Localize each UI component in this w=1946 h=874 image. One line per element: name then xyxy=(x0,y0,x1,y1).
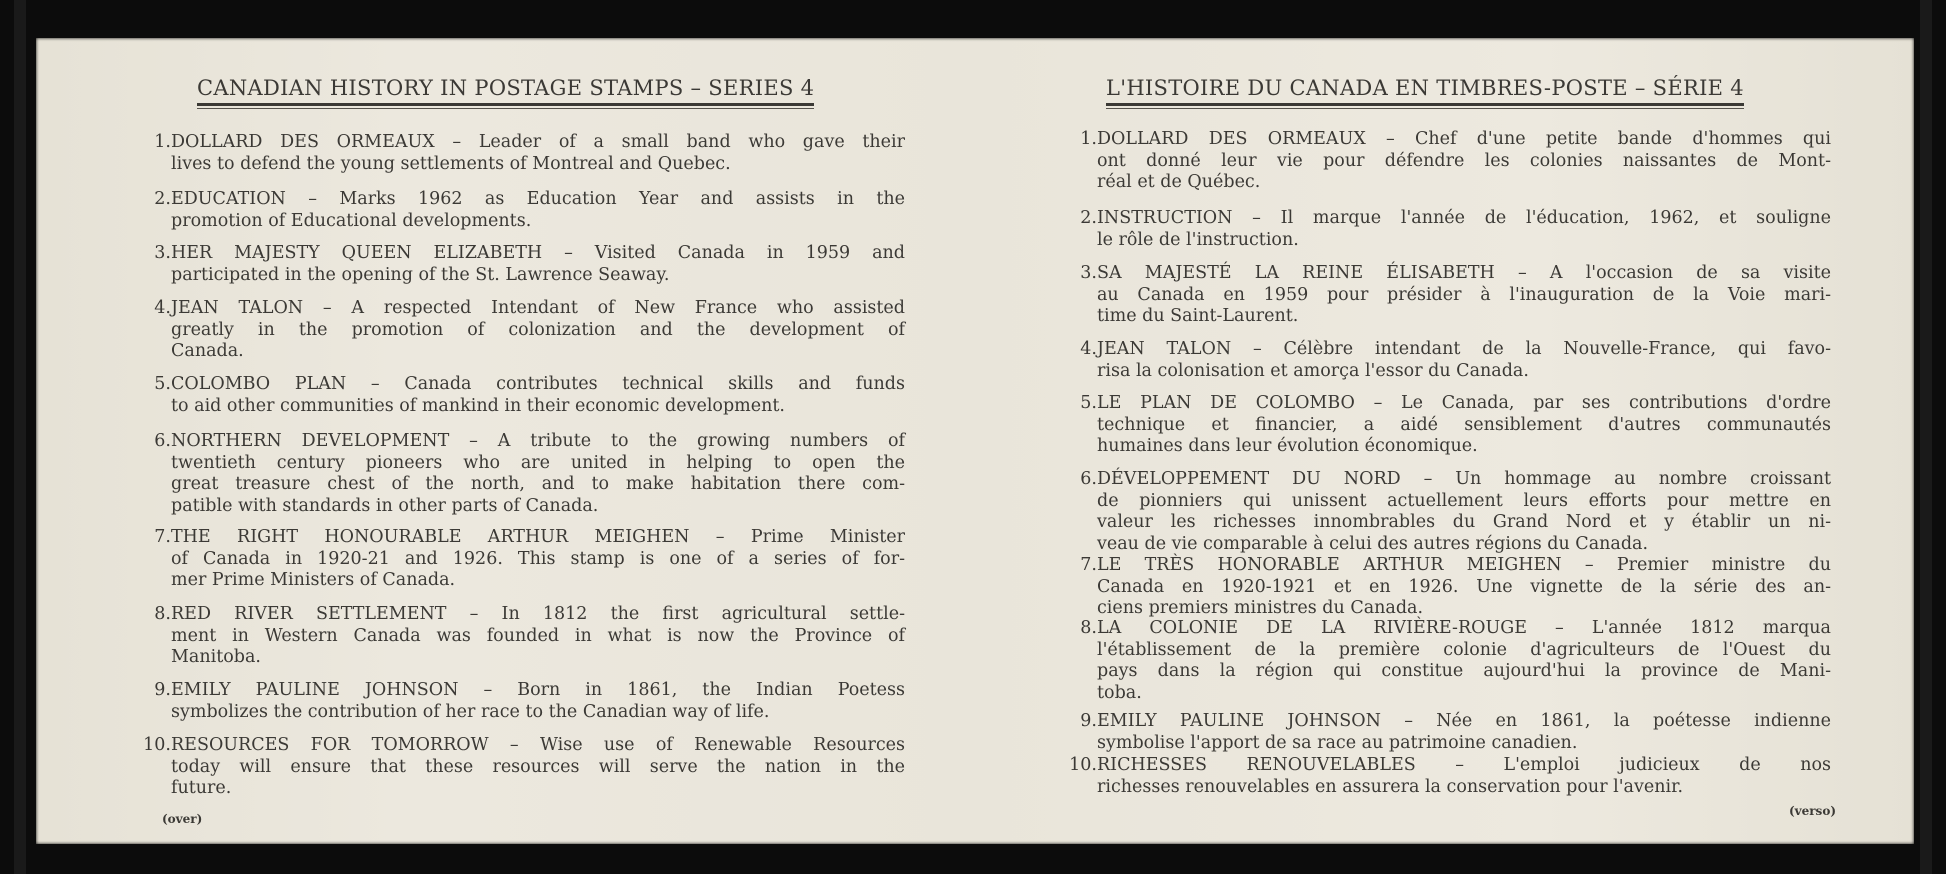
item-text-line: JEAN TALON – A respected Intendant of New France who assisted xyxy=(171,298,905,318)
item-text-line: great treasure chest of the north, and to make habitation there com- xyxy=(171,474,905,494)
item-text-line: Manitoba. xyxy=(171,647,261,667)
item-text xyxy=(1097,469,1831,555)
english-title: CANADIAN HISTORY IN POSTAGE STAMPS – SERIES 4 xyxy=(197,76,814,106)
item-text xyxy=(1097,755,1831,798)
item-number: 6. xyxy=(154,431,171,451)
item-text-line: twentieth century pioneers who are united in helping to open the xyxy=(171,452,905,473)
item-number: 7. xyxy=(154,527,171,547)
item-number: 5. xyxy=(154,374,171,394)
item-number: 3. xyxy=(1080,263,1097,283)
item-text-line: patible with standards in other parts of Canada. xyxy=(171,495,599,516)
item-number: 8. xyxy=(1080,618,1097,638)
item-text-line: Canada. xyxy=(171,341,244,361)
item-text-line: DOLLARD DES ORMEAUX – Chef d'une petite bande d'hommes qui xyxy=(1097,129,1831,149)
item-text-line: technique et financier, a aidé sensiblement d'autres communautés xyxy=(1097,414,1831,435)
item-text-line: NORTHERN DEVELOPMENT – A tribute to the growing numbers of xyxy=(171,431,905,451)
item-text xyxy=(171,243,905,286)
item-text-line: toba. xyxy=(1097,682,1142,703)
item-text-line: l'établissement de la première colonie d'agriculteurs de l'Ouest du xyxy=(1097,639,1831,660)
item-text-line: LE PLAN DE COLOMBO – Le Canada, par ses contributions d'ordre xyxy=(1097,393,1831,413)
item-text-line: greatly in the promotion of colonization and the development of xyxy=(171,319,905,340)
item-text-line: future. xyxy=(171,778,232,798)
item-text-line: DÉVELOPPEMENT DU NORD – Un hommage au nombre croissant xyxy=(1097,469,1831,489)
item-text-line: SA MAJESTÉ LA REINE ÉLISABETH – A l'occasion de sa visite xyxy=(1097,263,1831,283)
item-text-line: THE RIGHT HONOURABLE ARTHUR MEIGHEN – Prime Minister xyxy=(171,527,905,547)
item-text-line: ciens premiers ministres du Canada. xyxy=(1097,598,1424,618)
item-text xyxy=(1097,555,1831,620)
item-number: 10. xyxy=(1069,755,1097,775)
item-text-line: EMILY PAULINE JOHNSON – Born in 1861, the Indian Poetess xyxy=(171,680,905,700)
item-text xyxy=(1097,618,1831,704)
item-number: 7. xyxy=(1080,555,1097,575)
item-number: 10. xyxy=(143,735,171,755)
item-text-line: au Canada en 1959 pour présider à l'inauguration de la Voie mari- xyxy=(1097,284,1831,305)
item-text-line: ment in Western Canada was founded in what is now the Province of xyxy=(171,625,905,646)
french-title: L'HISTOIRE DU CANADA EN TIMBRES-POSTE – SÉRIE 4 xyxy=(1106,76,1744,106)
item-text-line: of Canada in 1920-21 and 1926. This stamp is one of a series of for- xyxy=(171,548,905,569)
item-text-line: risa la colonisation et amorça l'essor du Canada. xyxy=(1097,360,1529,381)
item-text xyxy=(171,189,905,232)
item-text xyxy=(171,374,905,417)
scan-edge-right xyxy=(1920,0,1932,874)
item-text xyxy=(1097,339,1831,382)
item-number: 3. xyxy=(154,243,171,263)
item-text-line: Canada en 1920-1921 et en 1926. Une vignette de la série des an- xyxy=(1097,576,1831,597)
item-text-line: veau de vie comparable à celui des autres régions du Canada. xyxy=(1097,533,1649,554)
item-text-line: ont donné leur vie pour défendre les colonies naissantes de Mont- xyxy=(1097,150,1831,171)
item-number: 8. xyxy=(154,604,171,624)
item-text-line: RICHESSES RENOUVELABLES – L'emploi judicieux de nos xyxy=(1097,755,1831,775)
item-text-line: le rôle de l'instruction. xyxy=(1097,229,1299,250)
item-text xyxy=(171,735,905,800)
item-text-line: LA COLONIE DE LA RIVIÈRE-ROUGE – L'année 1812 marqua xyxy=(1097,618,1831,638)
scan-edge-left xyxy=(14,0,26,874)
item-text xyxy=(1097,263,1831,328)
item-text-line: richesses renouvelables en assurera la conservation pour l'avenir. xyxy=(1097,776,1684,797)
item-text-line: COLOMBO PLAN – Canada contributes technical skills and funds xyxy=(171,374,905,394)
item-text-line: LE TRÈS HONORABLE ARTHUR MEIGHEN – Premier ministre du xyxy=(1097,555,1831,575)
item-number: 5. xyxy=(1080,393,1097,413)
item-text xyxy=(171,680,905,723)
item-text-line: to aid other communities of mankind in their economic development. xyxy=(171,395,785,416)
item-text xyxy=(1097,208,1831,251)
item-text-line: réal et de Québec. xyxy=(1097,172,1261,192)
item-text-line: symbolise l'apport de sa race au patrimoine canadien. xyxy=(1097,732,1578,753)
item-text xyxy=(1097,393,1831,458)
item-text-line: EMILY PAULINE JOHNSON – Née en 1861, la poétesse indienne xyxy=(1097,711,1831,731)
item-text xyxy=(171,298,905,363)
item-text xyxy=(171,527,905,592)
item-number: 9. xyxy=(1080,711,1097,731)
item-text-line: today will ensure that these resources will serve the nation in the xyxy=(171,756,905,777)
item-text-line: JEAN TALON – Célèbre intendant de la Nouvelle-France, qui favo- xyxy=(1097,339,1831,359)
stamp-info-card xyxy=(36,38,1914,844)
item-text-line: EDUCATION – Marks 1962 as Education Year and assists in the xyxy=(171,189,905,209)
item-text-line: RED RIVER SETTLEMENT – In 1812 the first agricultural settle- xyxy=(171,604,905,624)
item-number: 4. xyxy=(1080,339,1097,359)
item-text-line: de pionniers qui unissent actuellement leurs efforts pour mettre en xyxy=(1097,490,1831,511)
item-text-line: promotion of Educational developments. xyxy=(171,210,532,231)
item-text-line: lives to defend the young settlements of Montreal and Quebec. xyxy=(171,153,731,174)
item-text-line: INSTRUCTION – Il marque l'année de l'éducation, 1962, et souligne xyxy=(1097,208,1831,228)
item-text-line: valeur les richesses innombrables du Grand Nord et y établir un ni- xyxy=(1097,512,1831,532)
over-note: (over) xyxy=(162,812,203,826)
item-text xyxy=(171,431,905,517)
item-number: 1. xyxy=(154,132,171,152)
item-text xyxy=(1097,129,1831,194)
item-text-line: DOLLARD DES ORMEAUX – Leader of a small band who gave their xyxy=(171,132,905,152)
item-text-line: humaines dans leur évolution économique. xyxy=(1097,436,1478,456)
item-number: 2. xyxy=(154,189,171,209)
item-text xyxy=(1097,711,1831,754)
item-number: 4. xyxy=(154,298,171,318)
item-number: 9. xyxy=(154,680,171,700)
item-text-line: RESOURCES FOR TOMORROW – Wise use of Renewable Resources xyxy=(171,735,905,755)
verso-note: (verso) xyxy=(1788,804,1836,818)
item-text-line: pays dans la région qui constitue aujourd'hui la province de Mani- xyxy=(1097,661,1831,681)
item-text-line: symbolizes the contribution of her race to the Canadian way of life. xyxy=(171,701,770,722)
item-text-line: participated in the opening of the St. Lawrence Seaway. xyxy=(171,264,670,285)
item-text-line: time du Saint-Laurent. xyxy=(1097,306,1299,326)
item-text-line: HER MAJESTY QUEEN ELIZABETH – Visited Canada in 1959 and xyxy=(171,243,905,263)
item-number: 6. xyxy=(1080,469,1097,489)
item-text-line: mer Prime Ministers of Canada. xyxy=(171,570,456,590)
item-number: 1. xyxy=(1080,129,1097,149)
item-number: 2. xyxy=(1080,208,1097,228)
item-text xyxy=(171,604,905,669)
item-text xyxy=(171,132,905,175)
